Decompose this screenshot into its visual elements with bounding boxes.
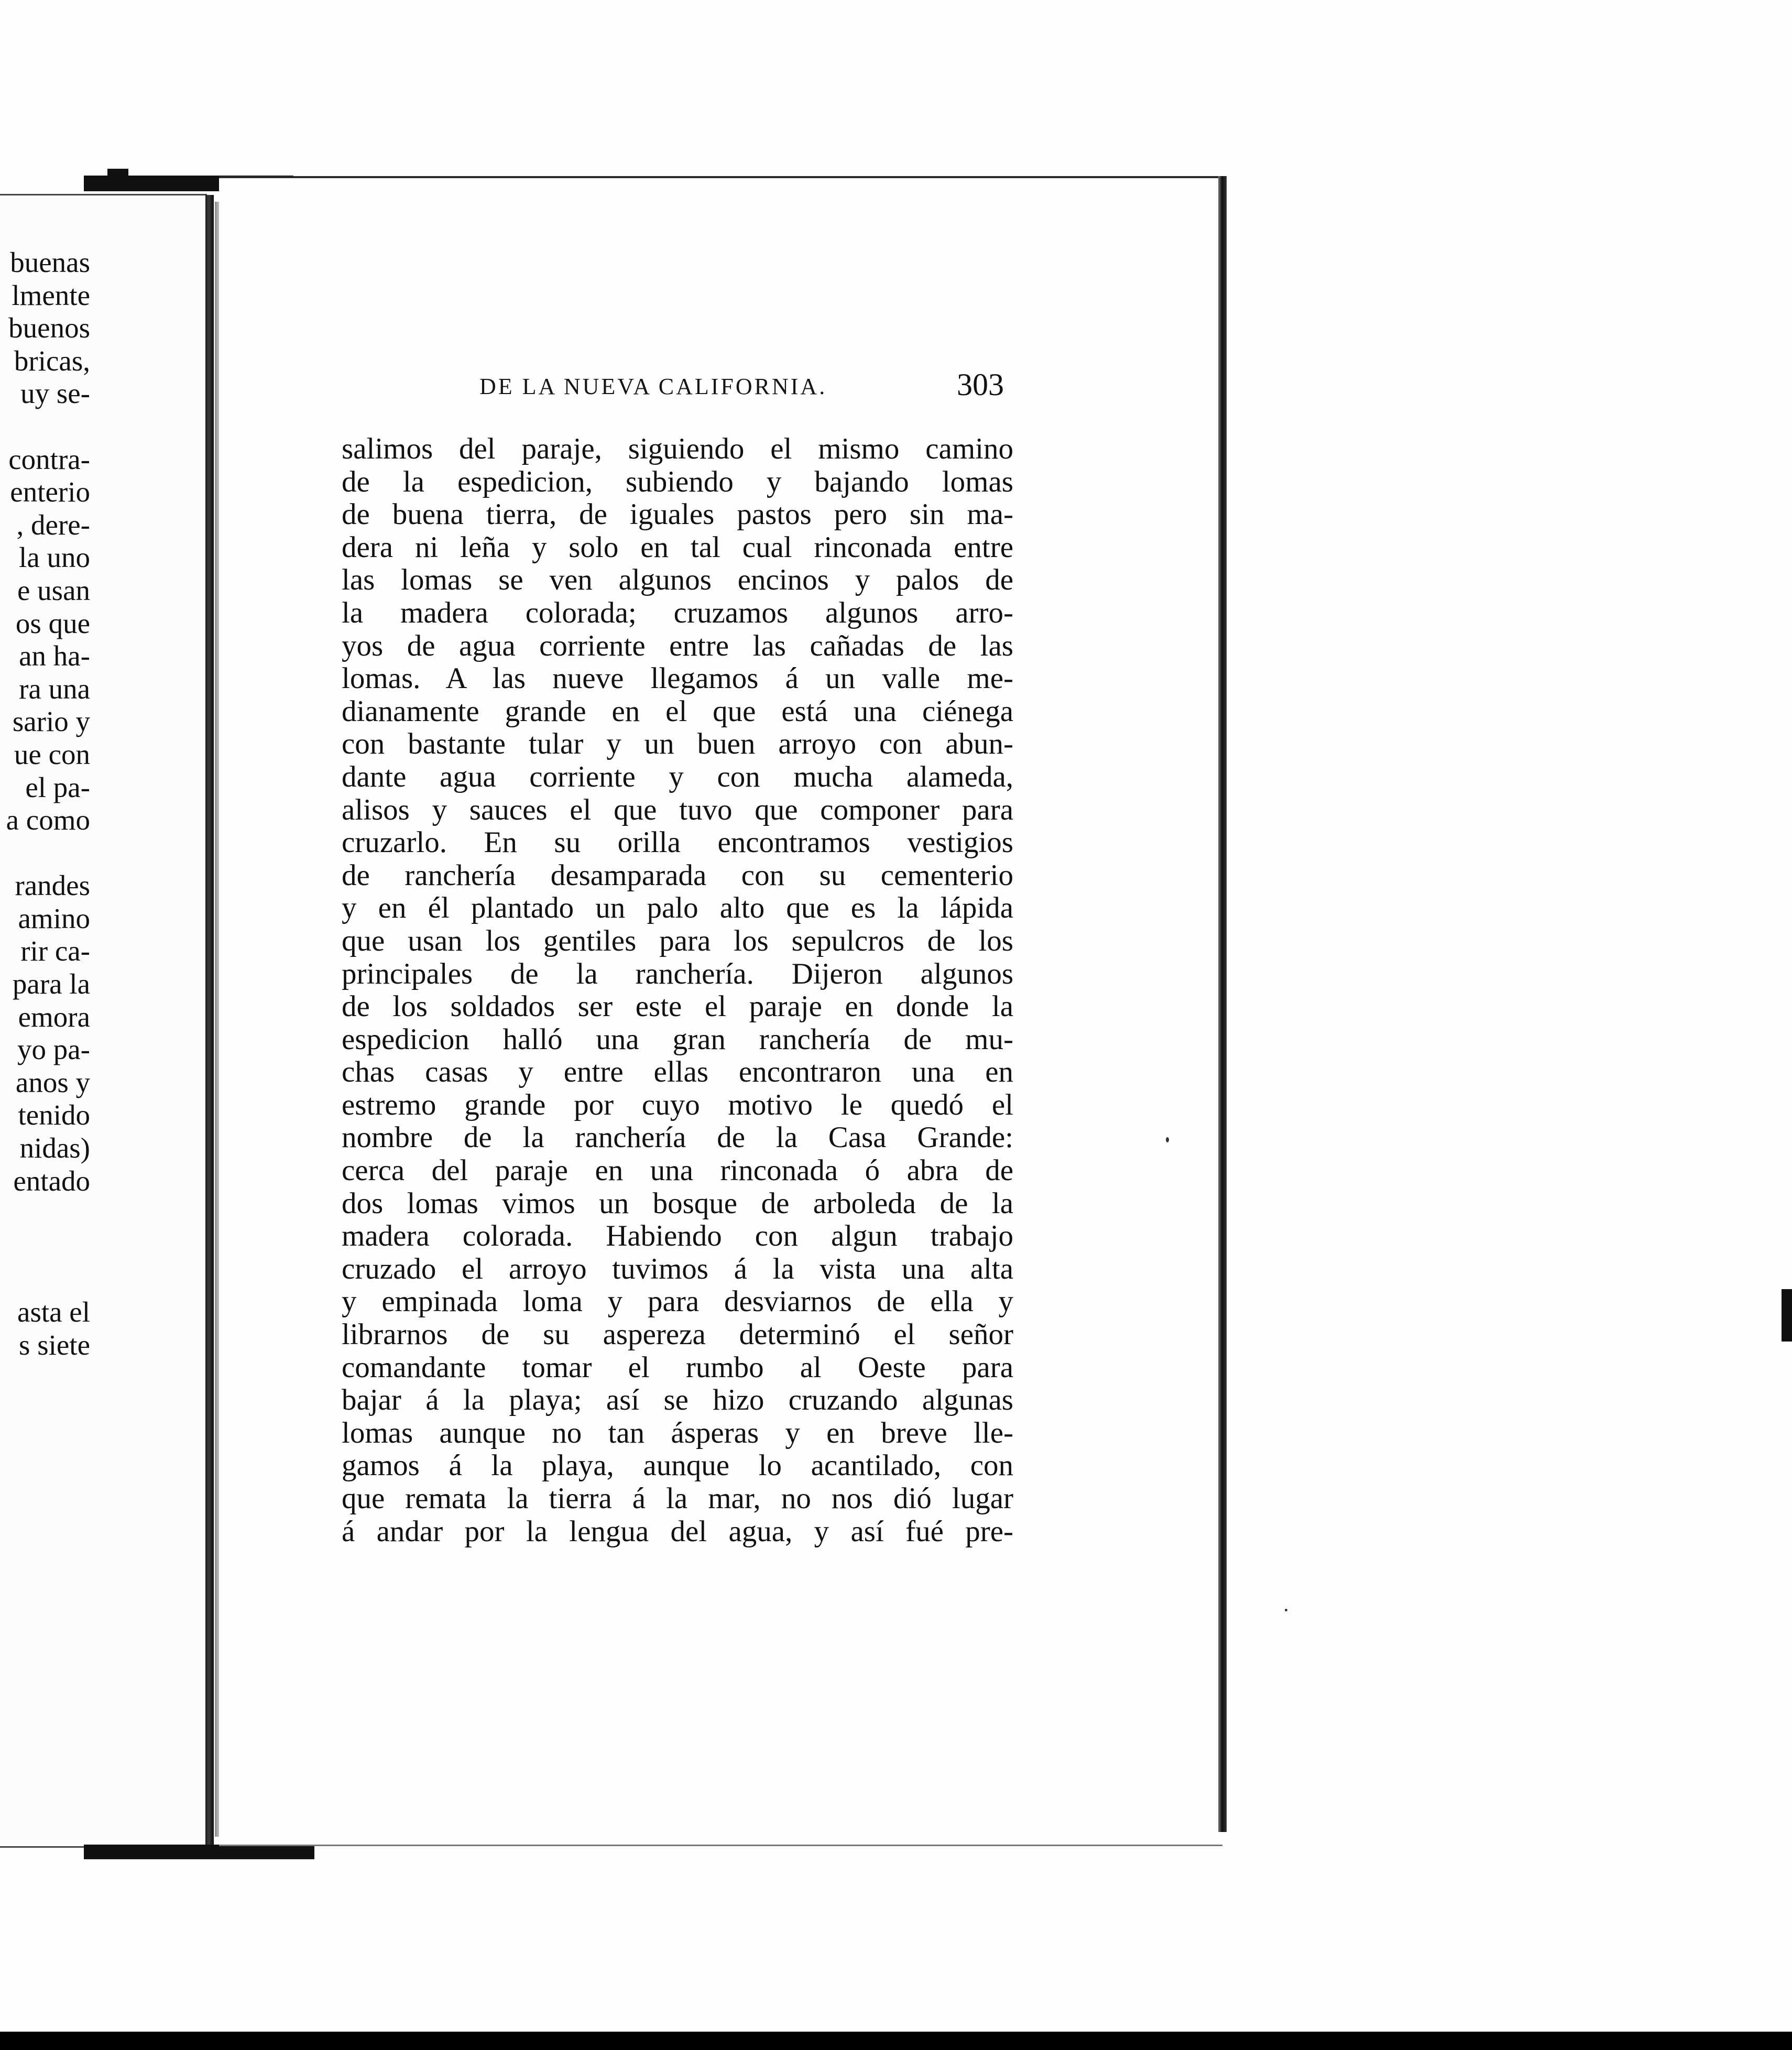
text-line: y en él plantado un palo alto que es la lápida	[342, 892, 1013, 925]
left-text-fragment: amino	[18, 902, 90, 934]
left-text-fragment: enterio	[10, 476, 90, 508]
text-line: cruzarlo. En su orilla encontramos vestigios	[342, 826, 1013, 859]
text-line: salimos del paraje, siguiendo el mismo camino	[342, 433, 1013, 465]
text-line: madera colorada. Habiendo con algun trabajo	[342, 1220, 1013, 1253]
left-text-fragment: uy se-	[20, 377, 90, 410]
text-line: nombre de la ranchería de la Casa Grande:	[342, 1121, 1013, 1154]
text-line: que remata la tierra á la mar, no nos dió lugar	[342, 1482, 1013, 1515]
text-line: de los soldados ser este el paraje en donde la	[342, 990, 1013, 1023]
left-text-fragment: buenas	[10, 246, 90, 278]
text-line: la madera colorada; cruzamos algunos arro-	[342, 596, 1013, 629]
text-line: bajar á la playa; así se hizo cruzando algunas	[342, 1384, 1013, 1417]
text-line: lomas. A las nueve llegamos á un valle me-	[342, 662, 1013, 695]
text-line: yos de agua corriente entre las cañadas de las	[342, 629, 1013, 662]
left-text-fragment	[0, 1263, 90, 1296]
text-line: gamos á la playa, aunque lo acantilado, con	[342, 1449, 1013, 1482]
text-line: lomas aunque no tan ásperas y en breve lle-	[342, 1416, 1013, 1449]
dust-speck	[1285, 1609, 1287, 1611]
text-line: las lomas se ven algunos encinos y palos de	[342, 564, 1013, 597]
left-text-fragment: an ha-	[19, 640, 90, 672]
text-line: cruzado el arroyo tuvimos á la vista una alta	[342, 1252, 1013, 1285]
left-text-fragment: para la	[12, 968, 90, 1000]
left-text-fragment: buenos	[8, 312, 90, 344]
text-line: de la espedicion, subiendo y bajando lomas	[342, 465, 1013, 498]
left-text-fragment: , dere-	[16, 508, 90, 541]
text-line: que usan los gentiles para los sepulcros de los	[342, 924, 1013, 957]
left-text-fragment	[0, 837, 90, 870]
left-page-text	[0, 246, 90, 1361]
running-head: DE LA NUEVA CALIFORNIA.	[479, 374, 827, 399]
left-text-fragment: rir ca-	[20, 935, 90, 967]
left-text-fragment: bricas,	[14, 344, 90, 377]
left-text-fragment: randes	[15, 869, 90, 902]
text-line: comandante tomar el rumbo al Oeste para	[342, 1351, 1013, 1384]
text-line: cerca del paraje en una rinconada ó abra de	[342, 1154, 1013, 1187]
left-text-fragment: tenido	[18, 1099, 90, 1131]
text-line: librarnos de su aspereza determinó el señor	[342, 1318, 1013, 1351]
text-line: á andar por la lengua del agua, y así fué pre-	[342, 1515, 1013, 1548]
left-text-fragment: el pa-	[25, 771, 90, 803]
scan-border	[0, 2032, 1792, 2050]
text-line: principales de la ranchería. Dijeron algunos	[342, 957, 1013, 990]
left-text-fragment: entado	[13, 1164, 90, 1197]
left-text-fragment: a como	[6, 804, 90, 836]
text-line: dos lomas vimos un bosque de arboleda de la	[342, 1187, 1013, 1220]
left-text-fragment: s siete	[19, 1328, 90, 1361]
left-text-fragment: asta el	[17, 1296, 90, 1328]
left-text-fragment	[0, 1197, 90, 1230]
left-text-fragment: yo pa-	[17, 1033, 90, 1066]
text-line: dera ni leña y solo en tal cual rinconada entre	[342, 531, 1013, 564]
left-text-fragment: contra-	[8, 443, 90, 475]
right-page-edge	[1218, 176, 1227, 1832]
left-text-fragment: emora	[18, 1000, 90, 1033]
left-text-fragment: ra una	[19, 672, 90, 705]
text-line: chas casas y entre ellas encontraron una en	[342, 1056, 1013, 1089]
text-line: con bastante tular y un buen arroyo con abun-	[342, 728, 1013, 761]
text-line: de buena tierra, de iguales pastos pero sin ma-	[342, 498, 1013, 531]
left-text-fragment: nidas)	[19, 1132, 90, 1164]
text-line: espedicion halló una gran ranchería de mu-	[342, 1023, 1013, 1056]
top-clamp-tab	[107, 169, 128, 179]
text-line: alisos y sauces el que tuvo que componer para	[342, 793, 1013, 826]
text-line: de ranchería desamparada con su cementerio	[342, 859, 1013, 892]
text-line: dianamente grande en el que está una ciénega	[342, 695, 1013, 728]
page-number: 303	[957, 367, 1004, 402]
left-text-fragment: lmente	[12, 279, 90, 311]
left-text-fragment: sario y	[12, 705, 90, 738]
dust-speck	[1166, 1137, 1169, 1142]
left-text-fragment: e usan	[17, 574, 90, 606]
bottom-binding-clamp	[84, 1845, 314, 1859]
left-text-fragment: la uno	[19, 541, 90, 574]
body-text	[342, 433, 1013, 1548]
left-text-fragment: os que	[15, 607, 90, 639]
scan-edge-mark	[1782, 1289, 1792, 1342]
left-text-fragment	[0, 1230, 90, 1263]
text-line: y empinada loma y para desviarnos de ella y	[342, 1285, 1013, 1318]
left-text-fragment: ue con	[14, 738, 90, 770]
left-text-fragment: anos y	[15, 1066, 90, 1098]
book-spine	[205, 195, 214, 1845]
left-text-fragment	[0, 410, 90, 443]
text-line: dante agua corriente y con mucha alameda,	[342, 760, 1013, 793]
text-line: estremo grande por cuyo motivo le quedó el	[342, 1088, 1013, 1121]
